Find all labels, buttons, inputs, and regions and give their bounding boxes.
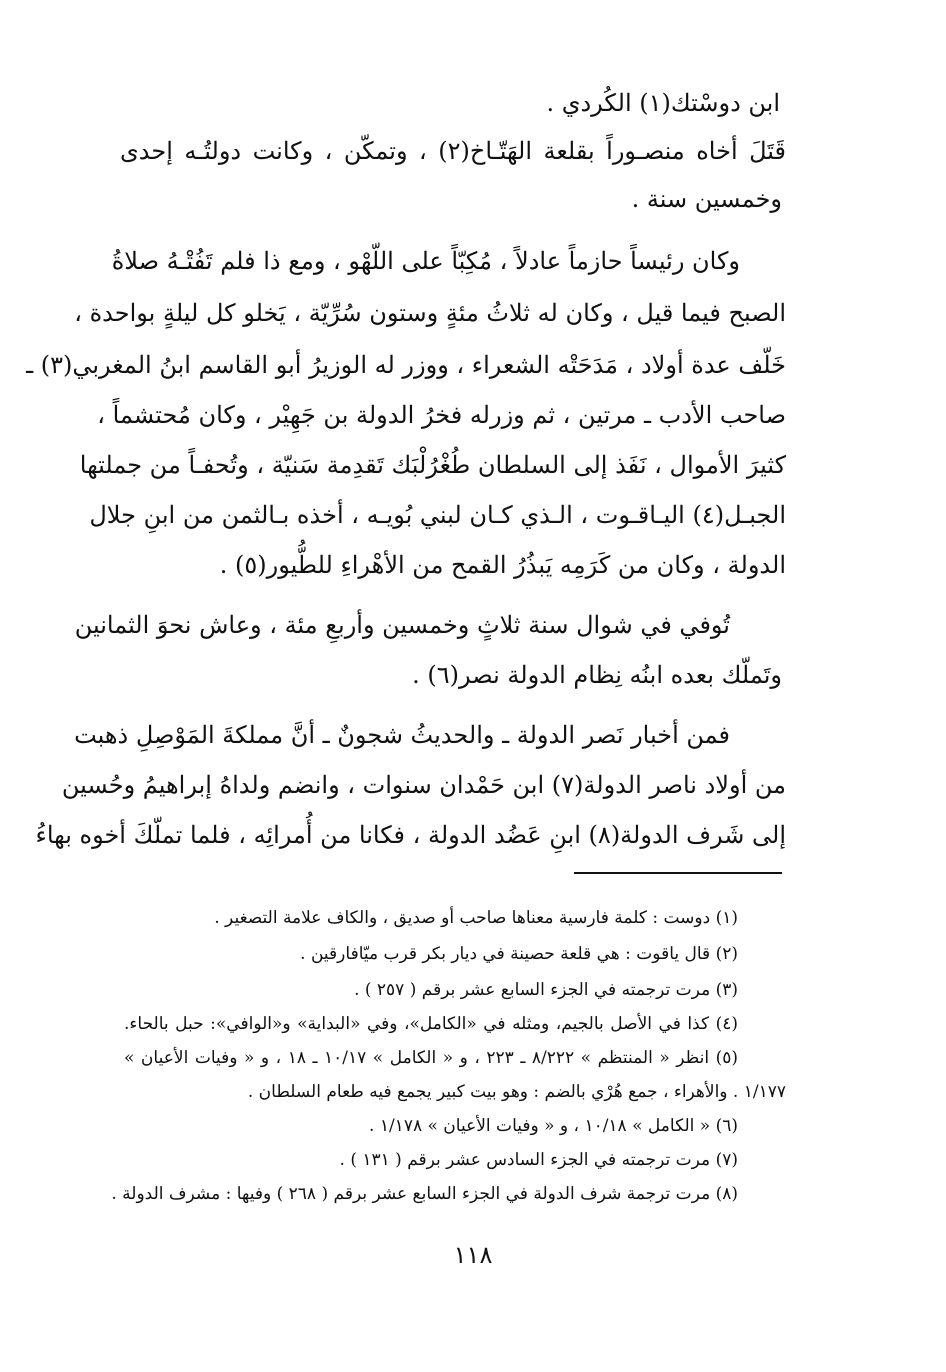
body-line-8: كثيرَ الأموال ، نَفَذ إلى السلطان طُغْرُلْبَك تَقدِمة سَنيّة ، وتُحفـاً من جملتها [79, 451, 786, 479]
body-line-9: الجبـل(٤) اليـاقـوت ، الـذي كـان لبني بُويـه ، أخذه بـالثمن من ابنِ جلال [89, 501, 786, 529]
body-line-5: الصبح فيما قيل ، وكان له ثلاثُ مئةٍ وستون سُرِّيّة ، يَخلو كل ليلةٍ بواحدة ، [74, 299, 786, 327]
footnote-7: (٧) مرت ترجمته في الجزء السادس عشر برقم ( ١٣١ ) . [339, 1150, 738, 1170]
footnote-separator [574, 872, 782, 874]
body-line-3: وخمسين سنة . [631, 185, 782, 213]
body-line-1: ابن دوسْتك(١) الكُردي . [546, 89, 780, 117]
footnote-5: (٥) انظر « المنتظم » ٨/٢٢٢ ـ ٢٢٣ ، و « الكامل » ١٠/١٧ ـ ١٨ ، و « وفيات الأعيان » [124, 1048, 738, 1068]
body-line-13: فمن أخبار نَصر الدولة ـ والحديثُ شجونٌ ـ أنَّ مملكةَ المَوْصِلِ ذهبت [74, 721, 730, 749]
body-line-10: الدولة ، وكان من كَرَمِه يَبذُرُ القمح من الأهْراءِ للطُّيور(٥) . [219, 551, 786, 579]
body-line-11: تُوفي في شوال سنة ثلاثٍ وخمسين وأربعِ مئة ، وعاش نحوَ الثمانين [74, 611, 730, 639]
footnote-6: (٦) « الكامل » ١٠/١٨ ، و « وفيات الأعيان » ١/١٧٨ . [369, 1116, 738, 1136]
body-line-6: خَلّف عدة أولاد ، مَدَحَتْه الشعراء ، ووزر له الوزيرُ أبو القاسم ابنُ المغربي(٣) ـ [26, 351, 786, 379]
page-number: ١١٨ [453, 1241, 493, 1269]
footnote-3: (٣) مرت ترجمته في الجزء السابع عشر برقم ( ٢٥٧ ) . [354, 980, 738, 1000]
footnote-2: (٢) قال ياقوت : هي قلعة حصينة في ديار بكر قرب ميّافارقين . [300, 944, 738, 964]
body-line-14: من أولاد ناصر الدولة(٧) ابن حَمْدان سنوات ، وانضم ولداهُ إبراهيمُ وحُسين [61, 771, 786, 799]
footnote-5-continued: ١/١٧٧ . والأهراء ، جمع هُرْي بالضم : وهو بيت كبير يجمع فيه طعام السلطان . [247, 1082, 786, 1102]
footnote-1: (١) دوست : كلمة فارسية معناها صاحب أو صديق ، والكاف علامة التصغير . [214, 908, 738, 928]
body-line-2: قَتَلَ أخاه منصـوراً بقلعة الهَتّـاخ(٢) ، وتمكّن ، وكانت دولتُـه إحدى [120, 137, 786, 165]
body-line-7: صاحب الأدب ـ مرتين ، ثم وزرله فخرُ الدولة بن جَهِيْر ، وكان مُحتشماً ، [97, 401, 786, 429]
body-line-15: إلى شَرف الدولة(٨) ابنِ عَضُد الدولة ، فكانا من أُمرائِه ، فلما تملّكَ أخوه بهاءُ [35, 821, 786, 849]
footnote-8: (٨) مرت ترجمة شرف الدولة في الجزء السابع عشر برقم ( ٢٦٨ ) وفيها : مشرف الدولة . [111, 1184, 738, 1204]
body-line-12: وتَملّك بعده ابنُه نِظام الدولة نصر(٦) . [412, 661, 782, 689]
footnote-4: (٤) كذا في الأصل بالجيم، ومثله في «الكامل»، وفي «البداية» و«الوافي»: حبل بالحاء. [124, 1014, 738, 1034]
body-line-4: وكان رئيساً حازماً عادلاً ، مُكِبّاً على اللّهْو ، ومع ذا فلم تَفُتْـهُ صلاةُ [111, 247, 740, 275]
